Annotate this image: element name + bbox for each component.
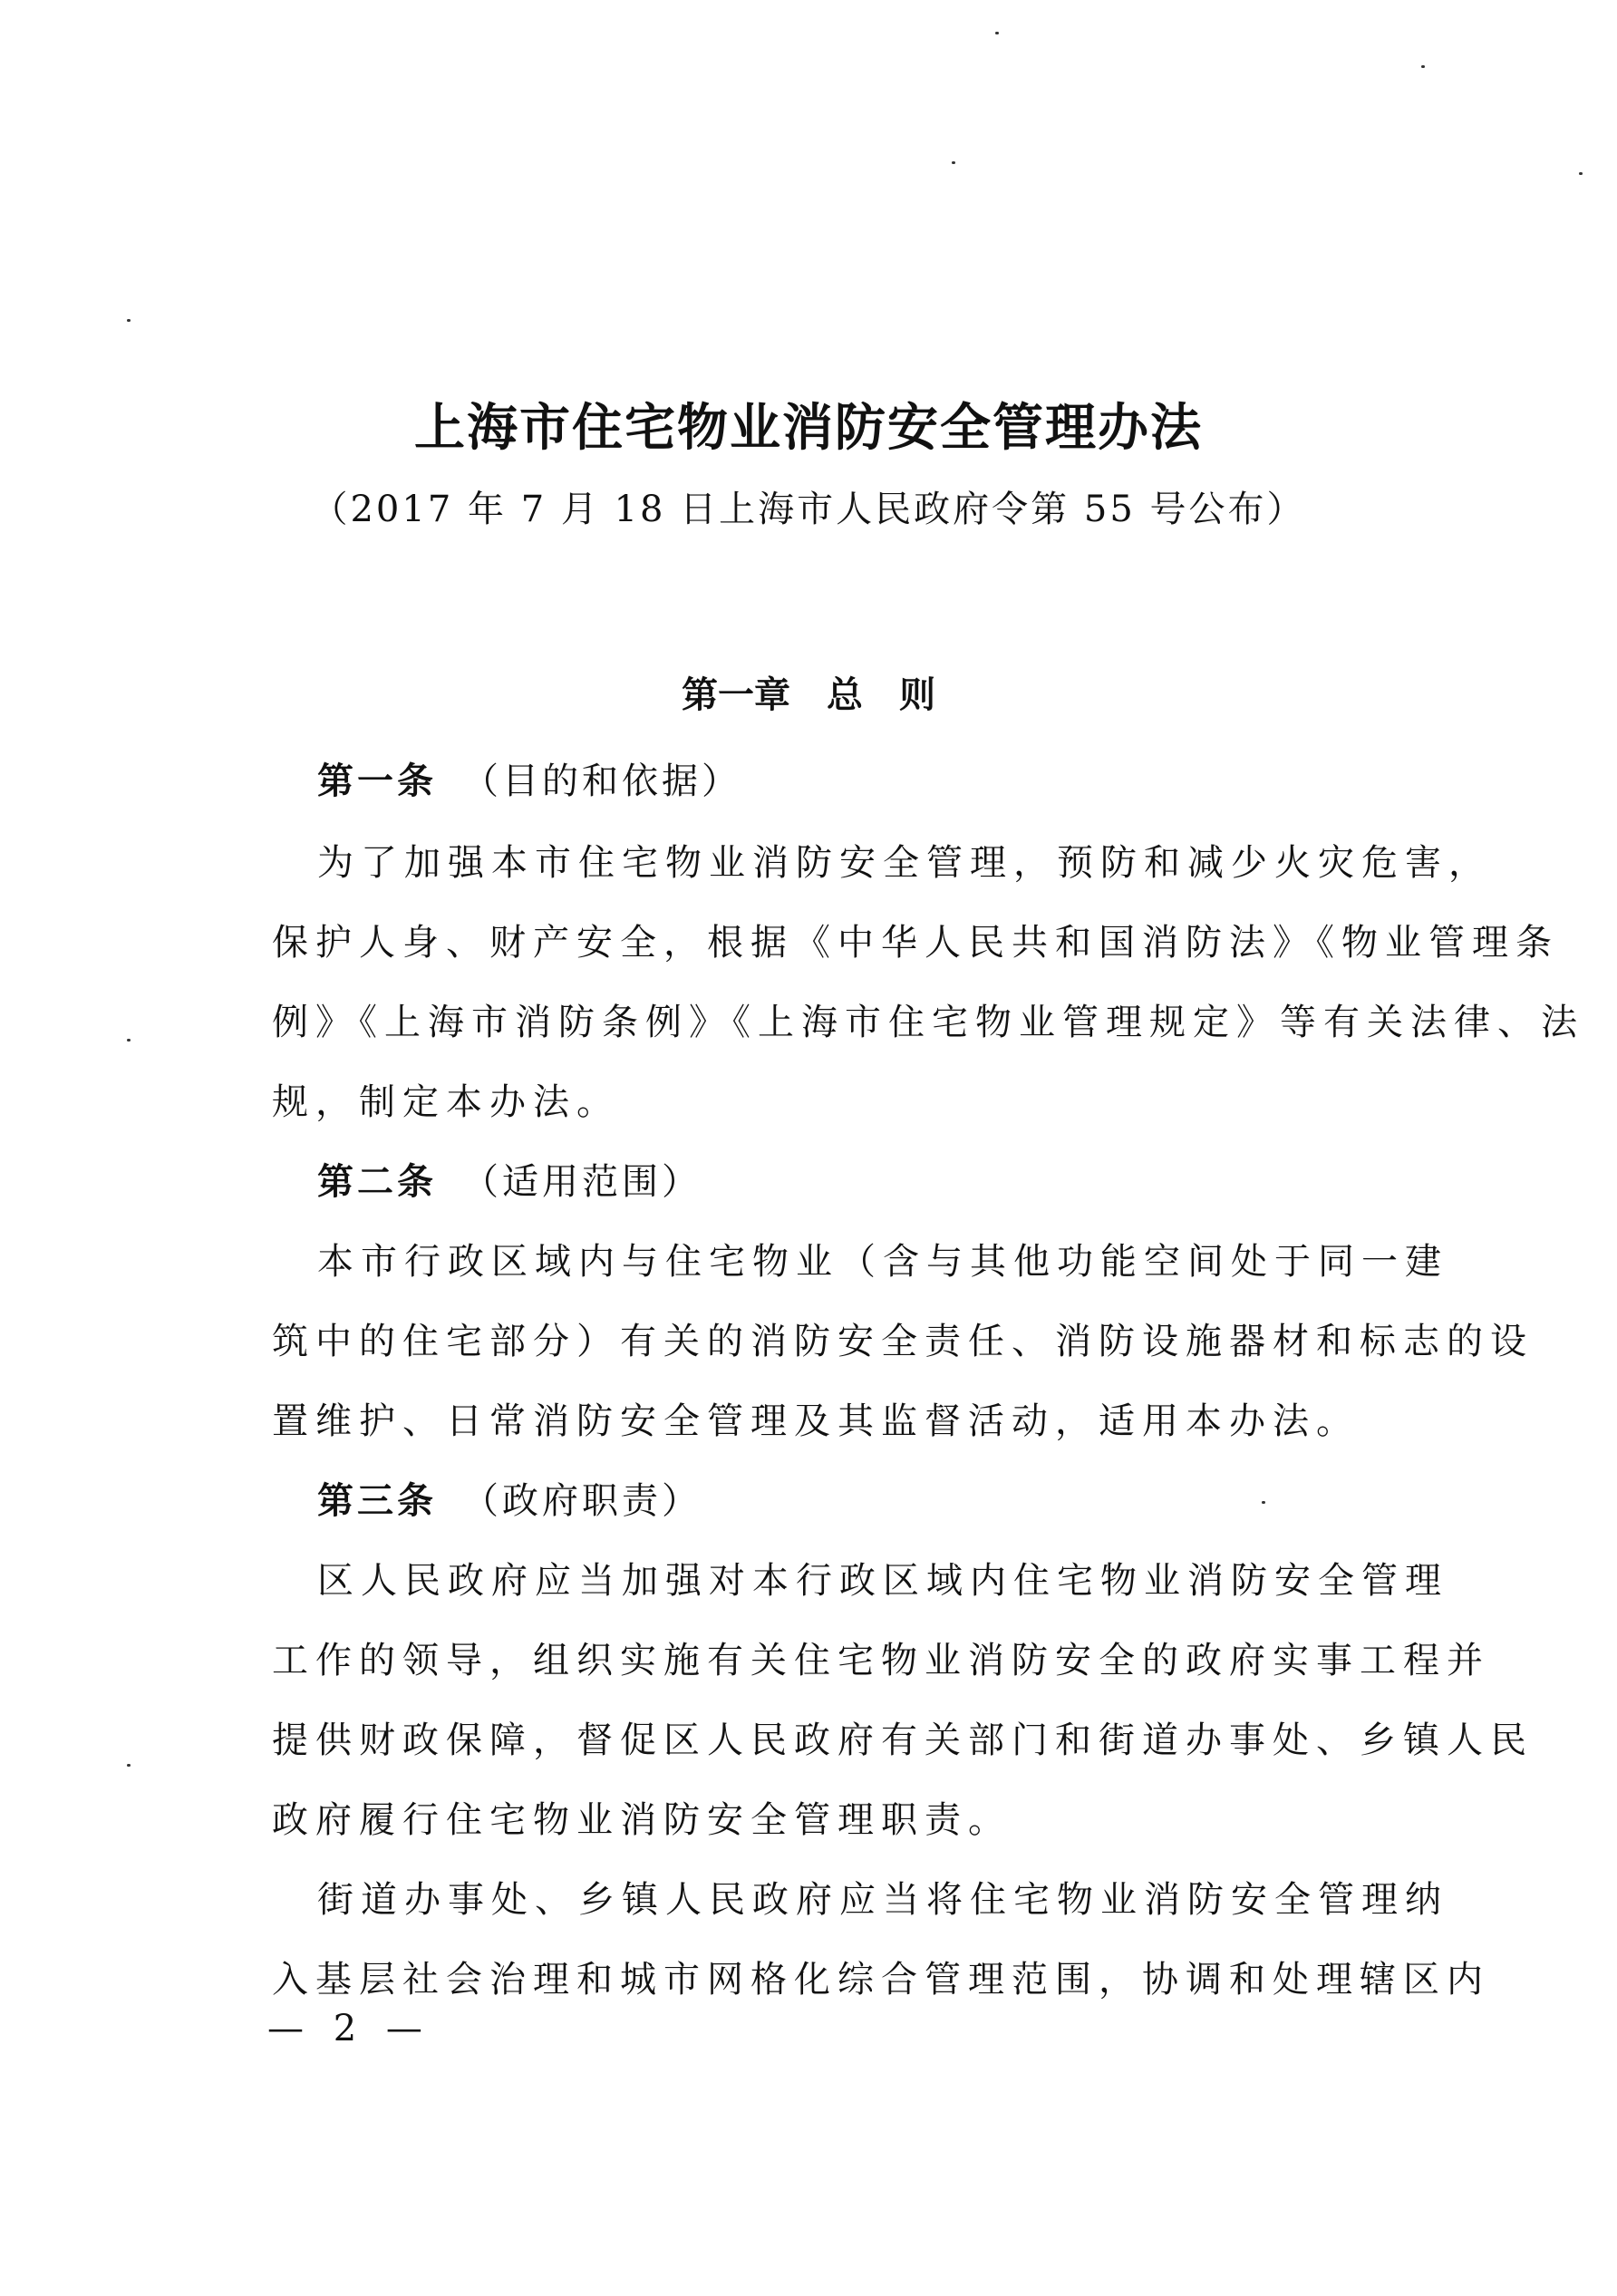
article-1-line: 例》《上海市消防条例》《上海市住宅物业管理规定》等有关法律、法 (272, 1002, 1584, 1043)
scan-speck (1421, 65, 1425, 68)
article-1-line: 保护人身、财产安全，根据《中华人民共和国消防法》《物业管理条 (272, 922, 1559, 964)
article-number: 第三条 (317, 1480, 437, 1522)
scan-speck (127, 319, 131, 322)
article-2-line: 本市行政区域内与住宅物业（含与其他功能空间处于同一建 (317, 1241, 1448, 1283)
article-1-header (317, 752, 1423, 804)
document-title: 上海市住宅物业消防安全管理办法 (414, 399, 1203, 458)
article-3-line: 工作的领导，组织实施有关住宅物业消防安全的政府实事工程并 (272, 1640, 1490, 1681)
chapter-heading: 第一章 总 则 (682, 674, 935, 716)
article-heading: （目的和依据） (462, 760, 741, 802)
page-number: — 2 — (267, 2008, 431, 2049)
scan-speck (127, 1764, 131, 1767)
document-subtitle: （2017 年 7 月 18 日上海市人民政府令第 55 号公布） (311, 489, 1306, 530)
scan-speck (1262, 1501, 1265, 1504)
article-3-line: 政府履行住宅物业消防安全管理职责。 (272, 1799, 1012, 1841)
article-heading: （政府职责） (462, 1480, 702, 1522)
article-heading: （适用范围） (462, 1161, 702, 1203)
article-3-paragraph-2-line: 入基层社会治理和城市网格化综合管理范围，协调和处理辖区内 (272, 1959, 1490, 2001)
article-2-line: 筑中的住宅部分）有关的消防安全责任、消防设施器材和标志的设 (272, 1321, 1534, 1362)
scan-speck (1579, 172, 1583, 175)
article-2-line: 置维护、日常消防安全管理及其监督活动，适用本办法。 (272, 1400, 1360, 1442)
article-3-line: 提供财政保障，督促区人民政府有关部门和街道办事处、乡镇人民 (272, 1720, 1534, 1761)
article-2-header (317, 1153, 1423, 1205)
article-3-header (317, 1472, 1423, 1524)
scan-speck (952, 161, 955, 164)
scan-speck (995, 32, 999, 34)
article-3-line: 区人民政府应当加强对本行政区域内住宅物业消防安全管理 (317, 1560, 1448, 1602)
scan-speck (127, 1039, 131, 1041)
article-number: 第二条 (317, 1161, 437, 1203)
article-1-line: 规，制定本办法。 (272, 1081, 620, 1123)
article-3-paragraph-2-line: 街道办事处、乡镇人民政府应当将住宅物业消防安全管理纳 (317, 1879, 1448, 1921)
article-1-line: 为了加强本市住宅物业消防安全管理，预防和减少火灾危害， (317, 842, 1492, 884)
article-number: 第一条 (317, 760, 437, 802)
